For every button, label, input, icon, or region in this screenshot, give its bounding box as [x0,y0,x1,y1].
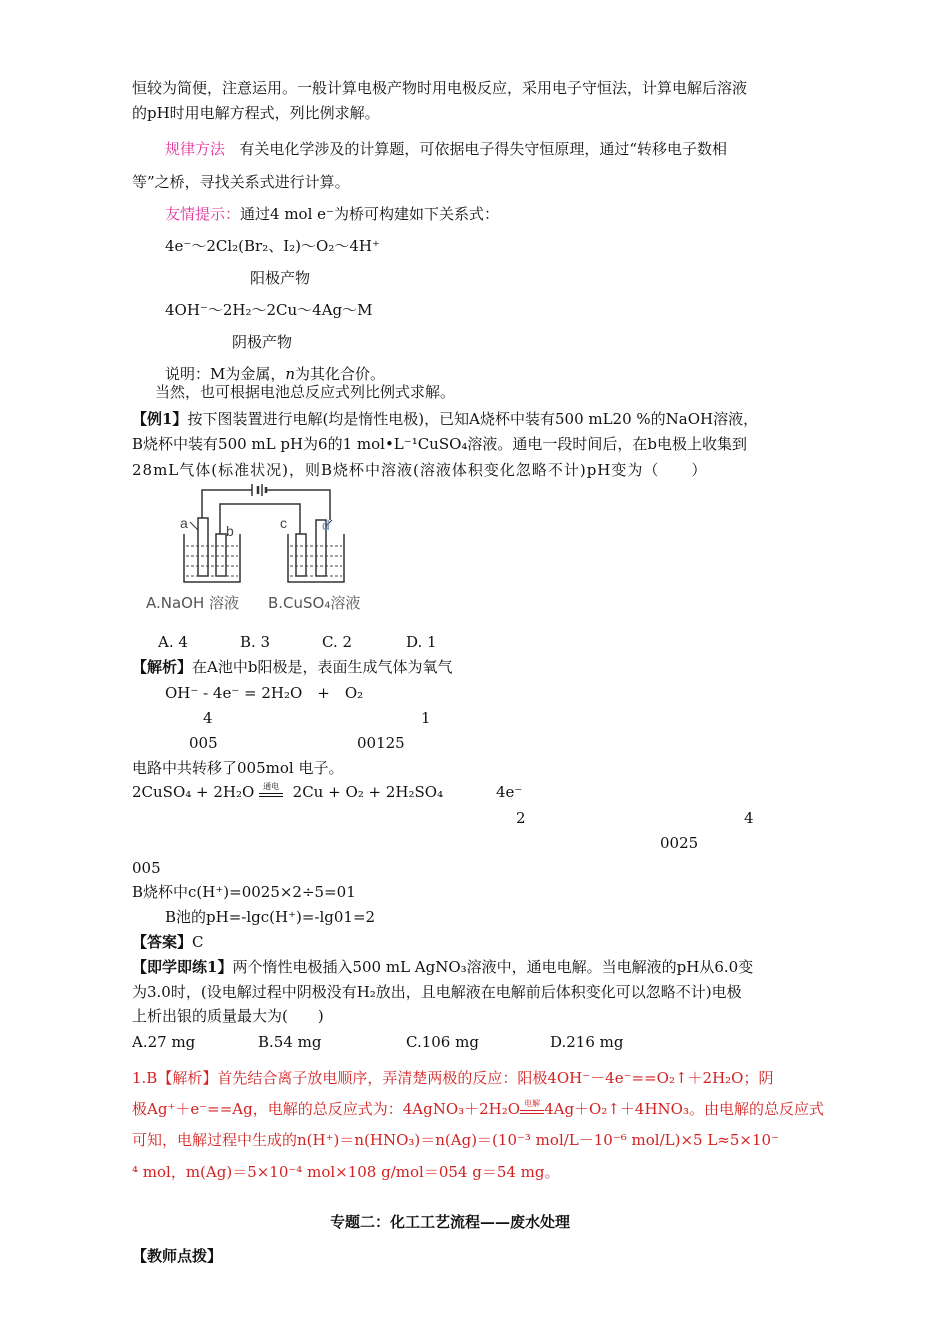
analysis1-eq2-v2: 005 [132,859,161,877]
analysis1-eq1: OH⁻ - 4e⁻ = 2H₂O + O₂ [165,684,364,702]
analysis1-transfer: 电路中共转移了005mol 电子。 [132,759,344,777]
example1-option-c: C. 2 [322,633,353,651]
analysis1-eq1-n1: 4 [203,709,213,727]
practice1-line-1: 【即学即练1】两个惰性电极插入500 mL AgNO₃溶液中，通电电解。当电解液的pH从6.0变 [132,958,754,976]
topic2-title: 专题二：化工工艺流程——废水处理 [330,1213,571,1231]
practice1-line-3: 上析出银的质量最大为( ) [132,1007,324,1025]
practice1-tag: 【即学即练1】 [132,958,233,976]
solution1-line-1: 1.B【解析】首先结合离子放电顺序，弄清楚两极的反应：阳极4OH⁻－4e⁻==O₂↑＋2H₂O；阴 [132,1069,774,1087]
analysis1-tag: 【解析】 [132,658,193,676]
analysis1-eq2-n1: 2 [516,809,526,827]
tip-anode-products: 阳极产物 [250,269,311,287]
analysis1-eq2-v1: 0025 [660,834,699,852]
solution1-line-4: ⁴ mol，m(Ag)＝5×10⁻⁴ mol×108 g/mol＝054 g＝54 mg。 [132,1163,560,1181]
electrolysis-diagram [140,482,380,617]
practice1-option-d: D.216 mg [550,1033,624,1051]
tip-also: 当然，也可根据电池总反应式列比例式求解。 [155,383,456,401]
method-line-2: 等”之桥，寻找关系式进行计算。 [132,173,350,191]
example1-line-3: 28mL气体(标准状况)，则B烧杯中溶液(溶液体积变化忽略不计)pH变为（ ） [132,461,708,479]
electrode-b-label: b [226,523,234,539]
analysis1-concentration: B烧杯中c(H⁺)=0025×2÷5=01 [132,883,356,901]
solution1-line-3: 可知，电解过程中生成的n(H⁺)＝n(HNO₃)＝n(Ag)＝(10⁻³ mol/L－10⁻⁶ mol/L)×5 L≈5×10⁻ [132,1131,779,1149]
tip-note: 说明：M为金属，n为其化合价。 [165,365,386,383]
analysis1-ph: B池的pH=-lgc(H⁺)=-lg01=2 [165,908,376,926]
practice1-option-a: A.27 mg [132,1033,196,1051]
tip-label: 友情提示： [165,205,241,223]
analysis1-eq1-v2: 00125 [357,734,405,752]
electrode-d-label: d [322,517,330,533]
practice1-option-c: C.106 mg [406,1033,479,1051]
practice1-option-b: B.54 mg [258,1033,322,1051]
tip-relation-2: 4OH⁻～2H₂～2Cu～4Ag～M [165,301,373,319]
tip-relation-1: 4e⁻～2Cl₂(Br₂、I₂)～O₂～4H⁺ [165,237,380,255]
intro-line-2: 的pH时用电解方程式，列比例求解。 [132,104,380,122]
analysis1-eq1-v1: 005 [189,734,218,752]
tip-text: 通过4 mol e⁻为桥可构建如下关系式： [240,205,499,223]
analysis1-eq2: 2CuSO₄ + 2H₂O 通电 2Cu + O₂ + 2H₂SO₄ [132,782,444,801]
example1-option-d: D. 1 [406,633,437,651]
example1-tag: 【例1】 [132,410,188,428]
analysis1-eq1-n2: 1 [421,709,431,727]
analysis1-line: 【解析】在A池中b阳极是，表面生成气体为氧气 [132,658,453,676]
electrolysis-sign: 电解 [520,1104,544,1114]
example1-option-b: B. 3 [240,633,271,651]
example1-line-1: 【例1】按下图装置进行电解(均是惰性电极)，已知A烧杯中装有500 mL20 %的NaOH溶液， [132,410,759,428]
practice1-line-2: 为3.0时，(设电解过程中阴极没有H₂放出，且电解液在电解前后体积变化可以忽略不计)电极 [132,983,742,1001]
beaker-a-label: A.NaOH 溶液 [146,594,240,612]
analysis1-eq2-n2: 4 [744,809,754,827]
tip-line [165,204,499,224]
eq2-condition-sign: 通电 [259,787,283,797]
electrode-a-label: a [180,515,188,531]
method-line-1 [165,139,727,159]
method-text-1: 有关电化学涉及的计算题，可依据电子得失守恒原理，通过“转移电子数相 [239,140,727,158]
beaker-b-label: B.CuSO₄溶液 [268,594,361,612]
electrode-c-label: c [280,515,287,531]
example1-line-2: B烧杯中装有500 mL pH为6的1 mol•L⁻¹CuSO₄溶液。通电一段时间后，在b电极上收集到 [132,435,748,453]
analysis1-eq2-electrons: 4e⁻ [496,783,523,801]
answer1-line [132,932,204,952]
method-label: 规律方法 [165,140,226,158]
solution1-line-2: 极Ag⁺＋e⁻==Ag，电解的总反应式为：4AgNO₃＋2H₂O 电解 4Ag＋O₂↑＋4HNO₃。由电解的总反应式 [132,1099,824,1118]
intro-line-1: 恒较为简便，注意运用。一般计算电极产物时用电极反应，采用电子守恒法，计算电解后溶液 [132,79,748,97]
example1-option-a: A. 4 [158,633,188,651]
answer1-value: C [192,933,204,951]
tip-cathode-products: 阴极产物 [232,333,293,351]
answer1-tag: 【答案】 [132,933,193,951]
topic2-teacher: 【教师点拨】 [132,1247,223,1265]
